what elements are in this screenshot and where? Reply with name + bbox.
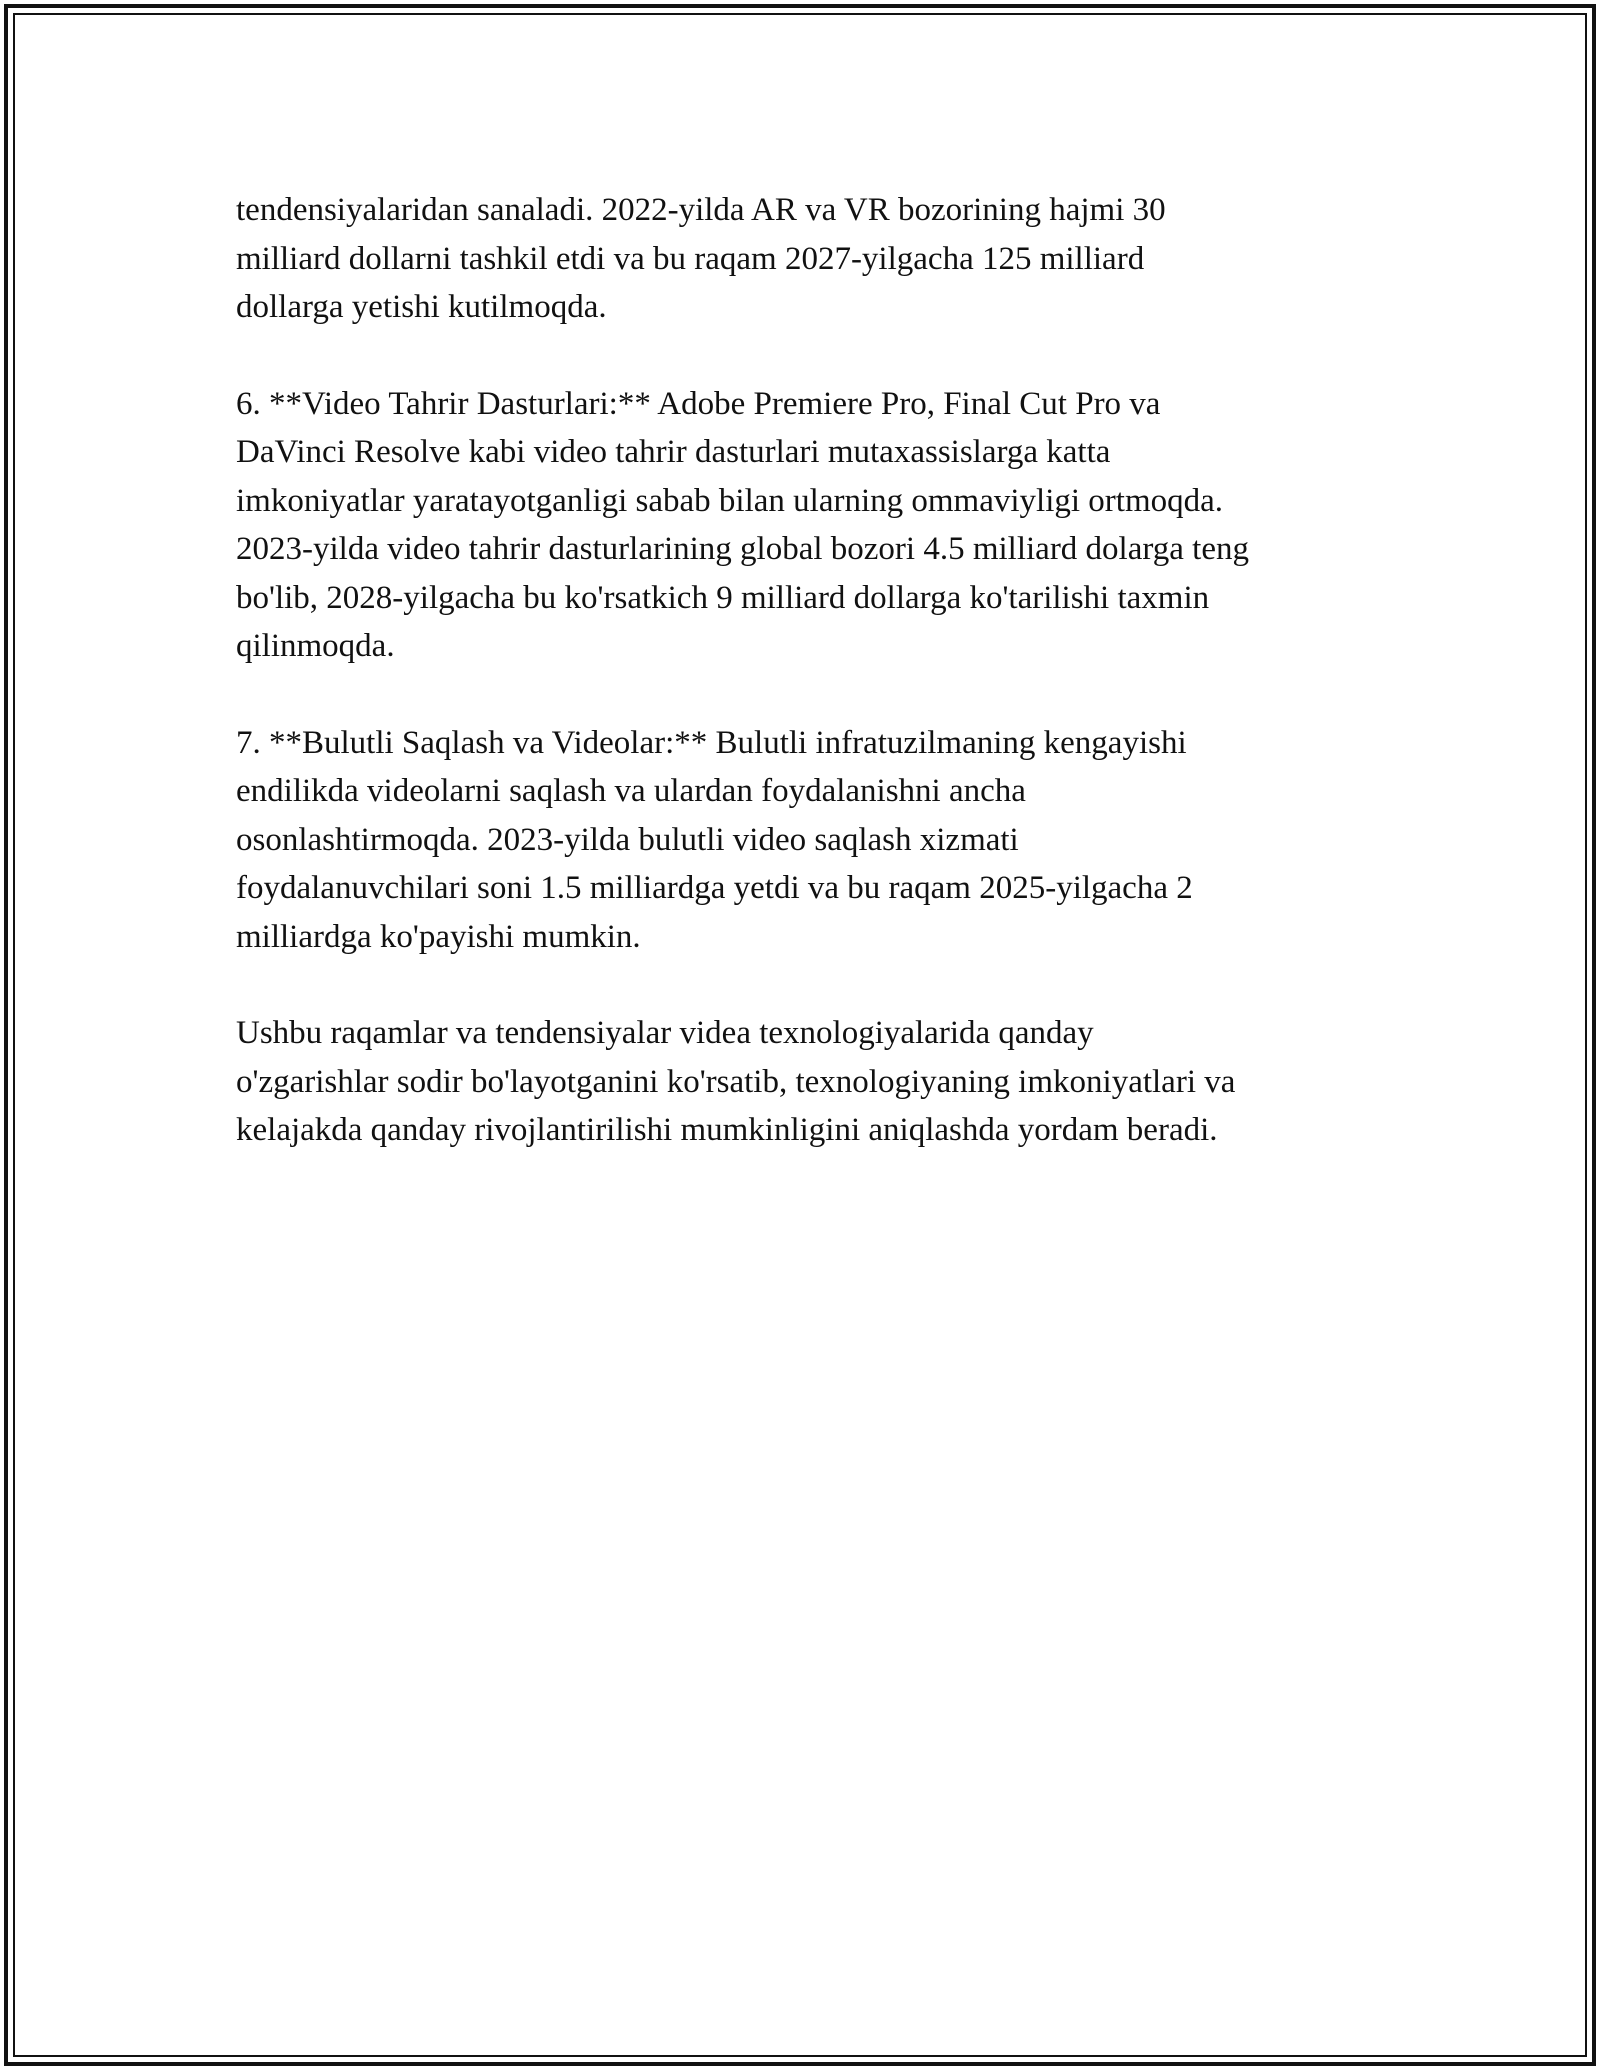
paragraph-cloud-storage-videos: 7. **Bulutli Saqlash va Videolar:** Bulutli infratuzilmaning kengayishi endilikda videolarni saqlash va ulardan foydalanishni ancha osonlashtirmoqda. 2023-yilda bulutli video saqlash xizmati foydalanuvchilari soni 1.5 milliardga yetdi va bu raqam 2025-yilgacha 2 milliardga ko'payishi mumkin. bbox=[236, 724, 1193, 955]
paragraph-video-editing-software: 6. **Video Tahrir Dasturlari:** Adobe Premiere Pro, Final Cut Pro va DaVinci Resolve kabi video tahrir dasturlari mutaxassislarga katta imkoniyatlar yaratayotganligi sabab bilan ularning ommaviyligi ortmoqda. 2023-yilda video tahrir dasturlarining global bozori 4.5 milliard dolarga teng bo'lib, 2028-yilgacha bu ko'rsatkich 9 milliard dollarga ko'tarilishi taxmin qilinmoqda. bbox=[236, 385, 1249, 664]
paragraph-ar-vr-market: tendensiyalaridan sanaladi. 2022-yilda AR va VR bozorining hajmi 30 milliard dollarni tashkil etdi va bu raqam 2027-yilgacha 125 milliard dollarga yetishi kutilmoqda. bbox=[236, 192, 1166, 325]
paragraph-conclusion: Ushbu raqamlar va tendensiyalar videa texnologiyalarida qanday o'zgarishlar sodir bo'layotganini ko'rsatib, texnologiyaning imkoniyatlari va kelajakda qanday rivojlantirilishi mumkinligini aniqlashda yordam beradi. bbox=[236, 1015, 1236, 1148]
document-body bbox=[236, 186, 1376, 1203]
